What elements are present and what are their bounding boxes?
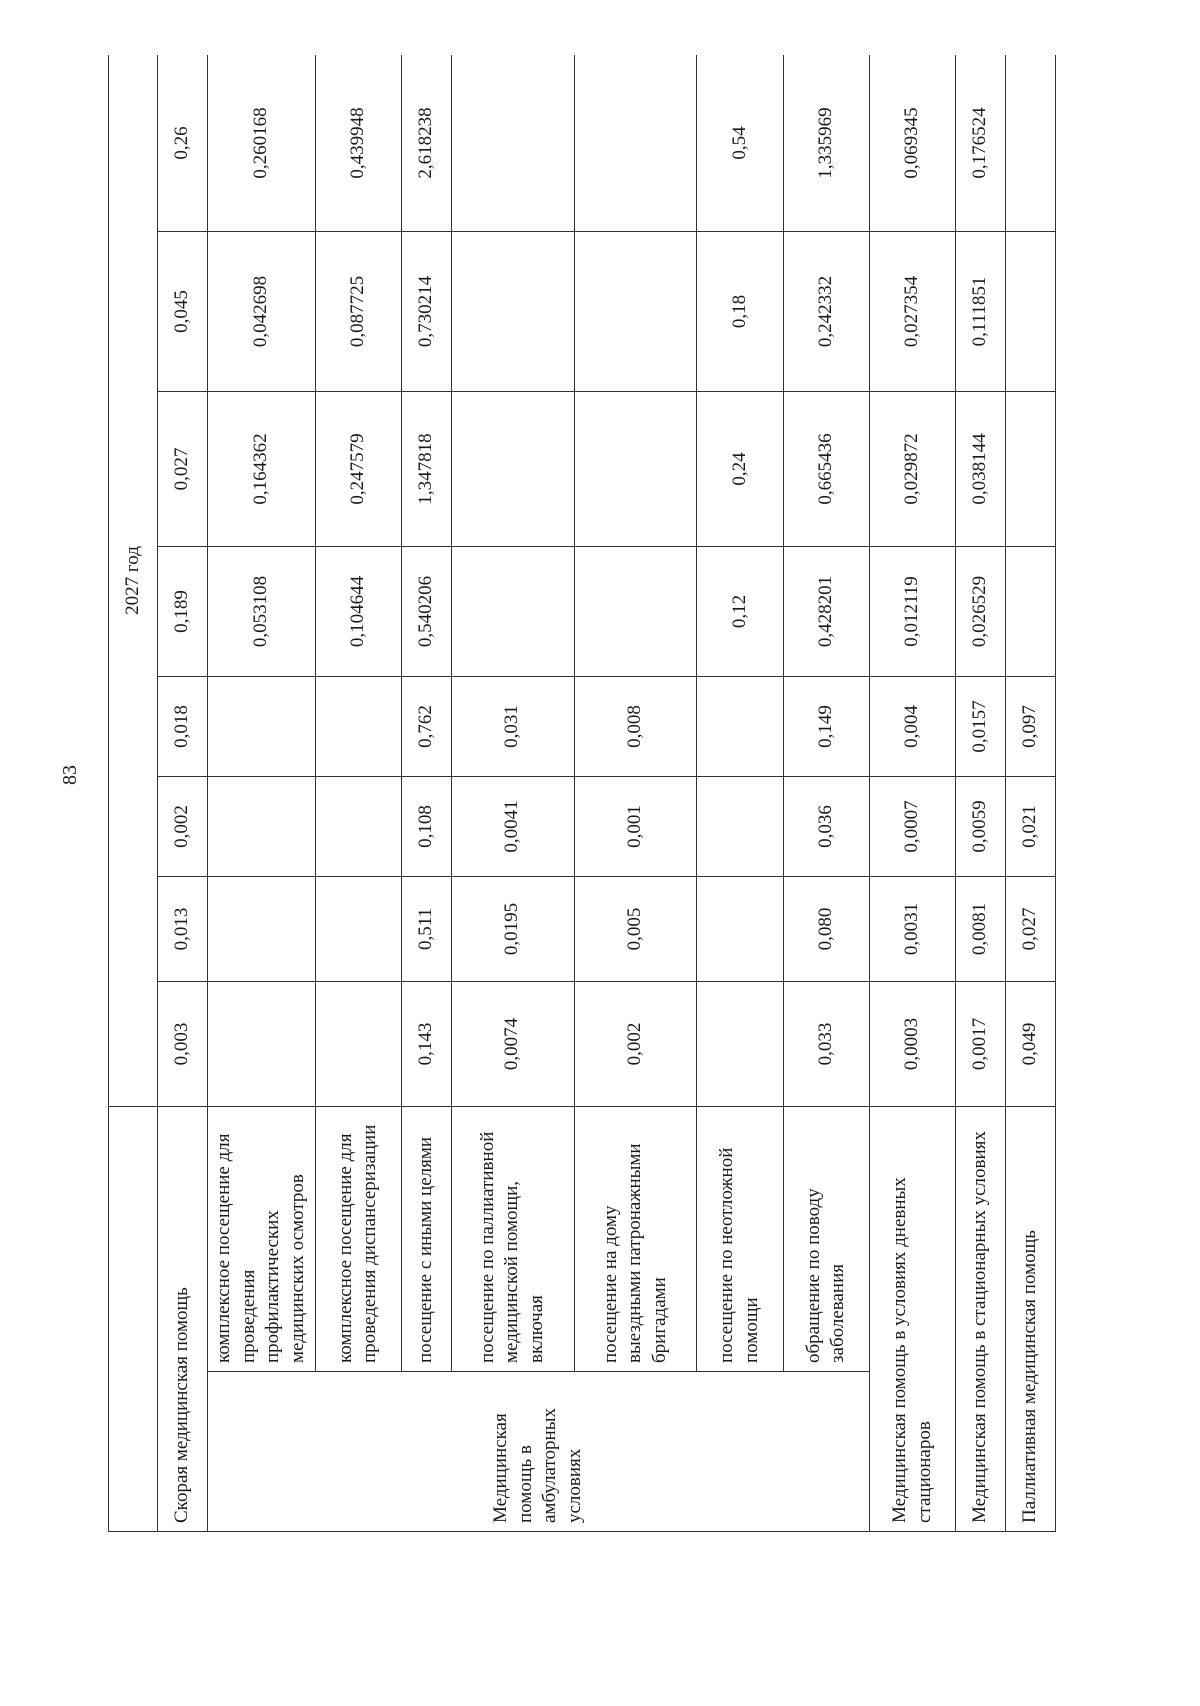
value-cell [1006,392,1056,547]
table-row [1006,55,1056,1532]
value-cell: 0,027 [1006,877,1056,982]
value-cell: 0,104644 [315,547,401,677]
value-cell: 0,0017 [956,982,1006,1107]
value-cell: 0,242332 [783,232,869,392]
row-label: Медицинская помощь в условиях дневных стационаров [870,1107,956,1532]
sub-row-label: посещение с иными целями [402,1107,452,1372]
value-cell [315,777,401,877]
row-label: Паллиативная медицинская помощь [1006,1107,1056,1532]
sub-row-label: посещение по паллиативной медицинской помощи, включая [451,1107,574,1372]
value-cell: 0,029872 [870,392,956,547]
value-cell: 0,026529 [956,547,1006,677]
value-cell: 0,031 [451,677,574,777]
value-cell: 0,008 [574,677,697,777]
value-cell: 0,012119 [870,547,956,677]
value-cell [697,877,783,982]
value-cell: 0,0059 [956,777,1006,877]
value-cell: 0,045 [158,232,208,392]
table-row [451,55,574,1532]
value-cell [1006,547,1056,677]
value-cell: 0,027354 [870,232,956,392]
value-cell: 0,053108 [207,547,315,677]
value-cell [207,777,315,877]
value-cell: 0,003 [158,982,208,1107]
value-cell: 0,762 [402,677,452,777]
value-cell: 0,080 [783,877,869,982]
value-cell: 0,042698 [207,232,315,392]
value-cell [315,877,401,982]
value-cell: 0,087725 [315,232,401,392]
section-header-row [109,55,158,1532]
value-cell: 0,511 [402,877,452,982]
value-cell [574,392,697,547]
value-cell [451,55,574,232]
value-cell: 0,54 [697,55,783,232]
value-cell: 0,0031 [870,877,956,982]
row-label: Скорая медицинская помощь [158,1107,208,1532]
value-cell: 0,18 [697,232,783,392]
table-rotator [108,55,1056,1532]
value-cell: 0,143 [402,982,452,1107]
value-cell: 0,12 [697,547,783,677]
value-cell: 0,108 [402,777,452,877]
value-cell: 0,0041 [451,777,574,877]
table-row [402,55,452,1532]
value-cell: 0,0003 [870,982,956,1107]
value-cell: 0,439948 [315,55,401,232]
sub-row-label: комплексное посещение для проведения диспансеризации [315,1107,401,1372]
value-cell [574,547,697,677]
value-cell: 0,24 [697,392,783,547]
rotated-page [108,55,1056,1532]
value-cell [697,777,783,877]
row-label: Медицинская помощь в стационарных условиях [956,1107,1006,1532]
section-header: 2027 год [109,55,158,1107]
value-cell [207,982,315,1107]
table-row [956,55,1006,1532]
value-cell: 0,428201 [783,547,869,677]
value-cell: 0,247579 [315,392,401,547]
value-cell [207,877,315,982]
value-cell: 0,002 [574,982,697,1107]
value-cell: 0,021 [1006,777,1056,877]
value-cell [451,232,574,392]
table-row [870,55,956,1532]
value-cell: 0,164362 [207,392,315,547]
value-cell [697,982,783,1107]
value-cell [315,982,401,1107]
value-cell: 0,26 [158,55,208,232]
page-number: 83 [59,765,81,785]
value-cell: 0,176524 [956,55,1006,232]
table-row [315,55,401,1532]
value-cell [207,677,315,777]
value-cell: 0,0081 [956,877,1006,982]
value-cell: 0,665436 [783,392,869,547]
indicators-table [108,55,1056,1532]
value-cell [315,677,401,777]
value-cell: 0,097 [1006,677,1056,777]
value-cell: 0,260168 [207,55,315,232]
value-cell: 0,111851 [956,232,1006,392]
value-cell: 0,540206 [402,547,452,677]
sub-row-label: обращение по поводу заболевания [783,1107,869,1372]
value-cell: 0,149 [783,677,869,777]
sub-row-label: комплексное посещение для проведения профилактических медицинских осмотров [207,1107,315,1372]
value-cell: 1,335969 [783,55,869,232]
value-cell: 0,0157 [956,677,1006,777]
value-cell: 0,013 [158,877,208,982]
table-row [697,55,783,1532]
table-row [158,55,208,1532]
value-cell: 2,618238 [402,55,452,232]
value-cell [574,232,697,392]
value-cell: 0,001 [574,777,697,877]
group-label: Медицинская помощь в амбулаторных условиях [207,1372,869,1532]
value-cell: 0,004 [870,677,956,777]
table-row [207,55,315,1532]
value-cell: 0,005 [574,877,697,982]
sub-row-label: посещение на дому выездными патронажными бригадами [574,1107,697,1372]
value-cell: 0,049 [1006,982,1056,1107]
value-cell [697,677,783,777]
value-cell: 0,189 [158,547,208,677]
value-cell: 0,027 [158,392,208,547]
value-cell: 1,347818 [402,392,452,547]
value-cell: 0,033 [783,982,869,1107]
header-blank-cell [109,1107,158,1532]
value-cell: 0,038144 [956,392,1006,547]
sub-row-label: посещение по неотложной помощи [697,1107,783,1372]
value-cell [451,547,574,677]
value-cell: 0,0195 [451,877,574,982]
value-cell: 0,069345 [870,55,956,232]
value-cell: 0,018 [158,677,208,777]
value-cell: 0,0007 [870,777,956,877]
value-cell: 0,730214 [402,232,452,392]
value-cell: 0,036 [783,777,869,877]
value-cell [574,55,697,232]
value-cell: 0,002 [158,777,208,877]
value-cell [1006,55,1056,232]
value-cell: 0,0074 [451,982,574,1107]
value-cell [451,392,574,547]
table-row [574,55,697,1532]
value-cell [1006,232,1056,392]
table-row [783,55,869,1532]
